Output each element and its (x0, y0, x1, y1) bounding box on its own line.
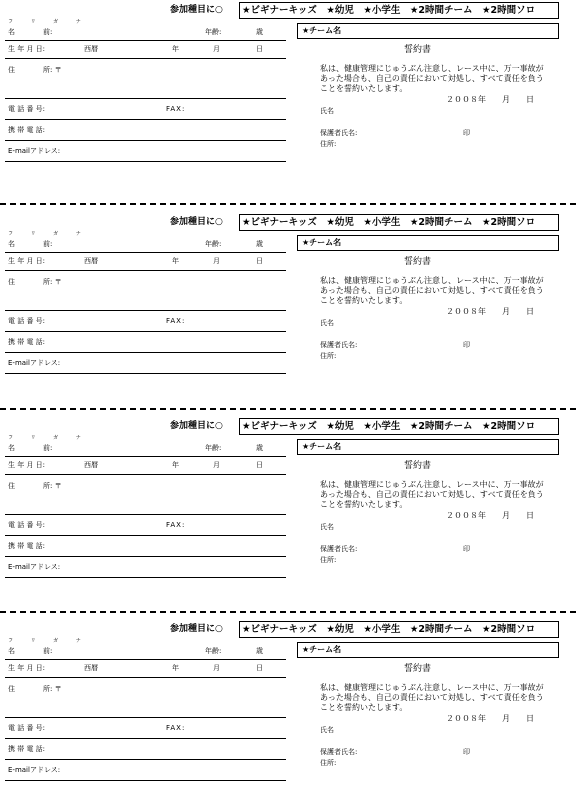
address-label: 住 所: 〒 (8, 685, 62, 693)
age-label: 年齢: (205, 240, 222, 248)
entry-form (0, 418, 576, 578)
divider (5, 759, 286, 760)
guardian-label: 保護者氏名: (320, 129, 358, 137)
birth-label: 生 年 月 日: (8, 45, 46, 53)
divider (5, 119, 286, 120)
phone-label: 電 話 番 号: (8, 105, 46, 113)
year-label: 年 (172, 45, 179, 53)
category-options: ★ビギナーキッズ ★幼児 ★小学生 ★2時間チーム ★2時間ソロ (242, 421, 536, 432)
pledge-body: 私は、健康管理にじゅうぶん注意し、レース中に、万一事故があった場合も、自己の責任において対処し、すべて責任を負うことを誓約いたします。 (320, 683, 544, 712)
pledge-date: ２００８年 月 日 (446, 714, 534, 723)
divider (5, 310, 286, 311)
year-label: 年 (172, 664, 179, 672)
guardian-address-label: 住所: (320, 759, 337, 767)
email-label: E-mailアドレス: (8, 359, 61, 367)
divider (5, 677, 286, 678)
team-label: ★チーム名 (302, 238, 342, 247)
era-label: 西暦 (84, 664, 98, 672)
entry-form (0, 214, 576, 374)
team-name-box[interactable] (297, 235, 559, 251)
team-label: ★チーム名 (302, 26, 342, 35)
cut-line (0, 203, 576, 205)
email-label: E-mailアドレス: (8, 147, 61, 155)
divider (5, 738, 286, 739)
category-options: ★ビギナーキッズ ★幼児 ★小学生 ★2時間チーム ★2時間ソロ (242, 217, 536, 228)
guardian-label: 保護者氏名: (320, 341, 358, 349)
divider (5, 556, 286, 557)
guardian-address-label: 住所: (320, 140, 337, 148)
category-options-box[interactable] (239, 2, 559, 19)
day-label: 日 (256, 461, 263, 469)
category-options-box[interactable] (239, 418, 559, 435)
signer-label: 氏名 (320, 523, 334, 531)
age-label: 年齢: (205, 647, 222, 655)
seal-label: 印 (463, 341, 470, 349)
furigana-label: フ リ ガ ナ (8, 435, 89, 441)
phone-label: 電 話 番 号: (8, 317, 46, 325)
birth-label: 生 年 月 日: (8, 461, 46, 469)
cut-line (0, 611, 576, 613)
seal-label: 印 (463, 748, 470, 756)
email-label: E-mailアドレス: (8, 766, 61, 774)
birth-label: 生 年 月 日: (8, 257, 46, 265)
pledge-date: ２００８年 月 日 (446, 95, 534, 104)
day-label: 日 (256, 257, 263, 265)
divider (5, 352, 286, 353)
age-unit: 歳 (256, 240, 263, 248)
signer-label: 氏名 (320, 726, 334, 734)
name-label: 名 前: (8, 444, 53, 452)
pledge-date: ２００８年 月 日 (446, 511, 534, 520)
birth-label: 生 年 月 日: (8, 664, 46, 672)
pledge-title: 誓約書 (404, 257, 432, 267)
pledge-title: 誓約書 (404, 45, 432, 55)
category-options: ★ビギナーキッズ ★幼児 ★小学生 ★2時間チーム ★2時間ソロ (242, 624, 536, 635)
mobile-label: 携 帯 電 話: (8, 745, 46, 753)
era-label: 西暦 (84, 45, 98, 53)
furigana-label: フ リ ガ ナ (8, 19, 89, 25)
day-label: 日 (256, 45, 263, 53)
divider (5, 40, 286, 41)
team-label: ★チーム名 (302, 442, 342, 451)
entry-category-label: 参加種目に○ (170, 217, 223, 227)
age-unit: 歳 (256, 444, 263, 452)
mobile-label: 携 帯 電 話: (8, 338, 46, 346)
divider (5, 140, 286, 141)
divider (5, 58, 286, 59)
team-name-box[interactable] (297, 439, 559, 455)
age-unit: 歳 (256, 647, 263, 655)
year-label: 年 (172, 461, 179, 469)
email-label: E-mailアドレス: (8, 563, 61, 571)
divider (5, 780, 286, 781)
divider (5, 161, 286, 162)
pledge-body: 私は、健康管理にじゅうぶん注意し、レース中に、万一事故があった場合も、自己の責任において対処し、すべて責任を負うことを誓約いたします。 (320, 276, 544, 305)
divider (5, 252, 286, 253)
age-label: 年齢: (205, 28, 222, 36)
day-label: 日 (256, 664, 263, 672)
guardian-address-label: 住所: (320, 352, 337, 360)
seal-label: 印 (463, 129, 470, 137)
phone-label: 電 話 番 号: (8, 724, 46, 732)
name-label: 名 前: (8, 240, 53, 248)
divider (5, 456, 286, 457)
divider (5, 373, 286, 374)
pledge-body: 私は、健康管理にじゅうぶん注意し、レース中に、万一事故があった場合も、自己の責任において対処し、すべて責任を負うことを誓約いたします。 (320, 64, 544, 93)
guardian-label: 保護者氏名: (320, 545, 358, 553)
name-label: 名 前: (8, 647, 53, 655)
divider (5, 98, 286, 99)
address-label: 住 所: 〒 (8, 278, 62, 286)
pledge-title: 誓約書 (404, 461, 432, 471)
divider (5, 577, 286, 578)
pledge-body: 私は、健康管理にじゅうぶん注意し、レース中に、万一事故があった場合も、自己の責任において対処し、すべて責任を負うことを誓約いたします。 (320, 480, 544, 509)
divider (5, 474, 286, 475)
mobile-label: 携 帯 電 話: (8, 126, 46, 134)
category-options-box[interactable] (239, 621, 559, 638)
signer-label: 氏名 (320, 107, 334, 115)
entry-category-label: 参加種目に○ (170, 5, 223, 15)
divider (5, 535, 286, 536)
pledge-title: 誓約書 (404, 664, 432, 674)
fax-label: FAX: (166, 724, 186, 732)
furigana-label: フ リ ガ ナ (8, 231, 89, 237)
team-name-box[interactable] (297, 642, 559, 658)
divider (5, 717, 286, 718)
entry-category-label: 参加種目に○ (170, 421, 223, 431)
divider (5, 331, 286, 332)
address-label: 住 所: 〒 (8, 482, 62, 490)
entry-form (0, 621, 576, 781)
month-label: 月 (213, 257, 220, 265)
entry-category-label: 参加種目に○ (170, 624, 223, 634)
pledge-date: ２００８年 月 日 (446, 307, 534, 316)
address-label: 住 所: 〒 (8, 66, 62, 74)
fax-label: FAX: (166, 521, 186, 529)
era-label: 西暦 (84, 461, 98, 469)
cut-line (0, 408, 576, 410)
seal-label: 印 (463, 545, 470, 553)
fax-label: FAX: (166, 105, 186, 113)
signer-label: 氏名 (320, 319, 334, 327)
entry-form (0, 2, 576, 162)
furigana-label: フ リ ガ ナ (8, 638, 89, 644)
guardian-address-label: 住所: (320, 556, 337, 564)
divider (5, 659, 286, 660)
age-label: 年齢: (205, 444, 222, 452)
year-label: 年 (172, 257, 179, 265)
category-options: ★ビギナーキッズ ★幼児 ★小学生 ★2時間チーム ★2時間ソロ (242, 5, 536, 16)
category-options-box[interactable] (239, 214, 559, 231)
month-label: 月 (213, 461, 220, 469)
era-label: 西暦 (84, 257, 98, 265)
month-label: 月 (213, 45, 220, 53)
fax-label: FAX: (166, 317, 186, 325)
team-name-box[interactable] (297, 23, 559, 39)
divider (5, 270, 286, 271)
phone-label: 電 話 番 号: (8, 521, 46, 529)
month-label: 月 (213, 664, 220, 672)
name-label: 名 前: (8, 28, 53, 36)
team-label: ★チーム名 (302, 645, 342, 654)
guardian-label: 保護者氏名: (320, 748, 358, 756)
age-unit: 歳 (256, 28, 263, 36)
mobile-label: 携 帯 電 話: (8, 542, 46, 550)
divider (5, 514, 286, 515)
